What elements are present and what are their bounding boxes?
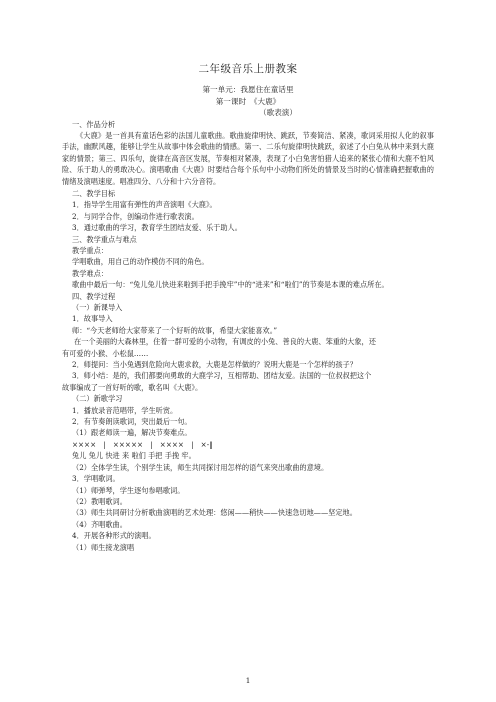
body-line: 教学重点：	[72, 245, 108, 255]
body-line: （1）师弹琴，学生逐句参唱歌词。	[72, 485, 185, 495]
body-line: 在一个美丽的大森林里，住着一群可爱的小动物，有调皮的小兔、善良的大鹿、笨重的大象，还	[74, 337, 376, 347]
analysis-paragraph: 《大鹿》是一首具有童话色彩的法国儿童歌曲。歌曲旋律明快、跳跃，节奏简洁、紧凑，歌词采用拟人化的叙事手法，幽默风趣，能够让学生从故事中体会歌曲的情感。第一、二乐句旋律明快跳跃，叙述了小白兔从林中来到大鹿家的情景；第三、四乐句，旋律在高音区发展，节奏相对紧凑，表现了小白兔害怕猎人追来的紧张心情和大鹿不怕风险、乐于助人的勇敢决心。演唱歌曲《大鹿》时要结合每个乐句中小动物们所处的情景及当时的心情准确把握歌曲的情绪及演唱速度。唱准四分、八分和十六分音符。	[62, 130, 434, 186]
unit-heading: 第一单元：我愿住在童话里	[202, 85, 294, 94]
body-line: （二）新歌学习	[72, 394, 123, 404]
body-line: （3）师生共同研讨分析歌曲演唱的艺术处理：悠闲——稍快——快速急切地——坚定地。	[72, 508, 357, 518]
body-line: （1）跟老师读一遍，解决节奏难点。	[72, 428, 192, 438]
body-line: 学唱歌曲，用自己的动作模仿不同的角色。	[72, 257, 209, 267]
body-line: （2）全体学生读，个别学生读，师生共同探讨用怎样的语气来突出歌曲的意境。	[72, 462, 329, 472]
body-line: 1．故事导入	[72, 314, 113, 324]
body-line: （1）师生接龙演唱	[72, 542, 135, 552]
body-line: 1．指导学生用富有弹性的声音演唱《大鹿》。	[72, 200, 217, 210]
body-line: （2）教唱歌词。	[72, 496, 127, 506]
body-line: 有可爱的小猴、小松鼠……	[62, 348, 149, 358]
body-line: 故事编成了一首好听的歌，歌名叫《大鹿》。	[62, 382, 203, 392]
document-page	[62, 62, 434, 553]
section-heading-analysis: 一、作品分析	[72, 119, 116, 129]
body-line: （4）齐唱歌曲。	[72, 519, 127, 529]
lesson-type: （歌表演）	[259, 108, 297, 117]
lyrics-line: 兔儿 兔儿 快进 来 啦们 手把 手挽 牢。	[72, 451, 196, 461]
body-line: 四、教学过程	[72, 291, 116, 301]
rhythm-notation: ×××× | ××××× | ×××× | ×-‖	[72, 439, 213, 449]
body-line: 二、教学目标	[72, 188, 116, 198]
body-line: 3．师小结：是的，我们都要向勇敢的大鹿学习，互相帮助、团结友爱。法国的一位叔叔把这个	[72, 371, 372, 381]
body-line: 2．师提问：当小兔遇到危险向大鹿求救，大鹿是怎样做的？说明大鹿是一个怎样的孩子？	[72, 360, 357, 370]
document-title: 二年级音乐上册教案	[198, 63, 298, 75]
body-line: 3．学唱歌词。	[72, 474, 120, 484]
body-line: 教学难点：	[72, 268, 108, 278]
body-line: 1．播放录音范唱带，学生听赏。	[72, 405, 178, 415]
body-line: 4．开展各种形式的演唱。	[72, 531, 156, 541]
body-line: 歌曲中最后一句：“兔儿兔儿快进来啦到手把手挽牢”中的“进来”和“啦们”的节奏是本课的难点所在。	[72, 280, 389, 290]
body-line: 2．有节奏朗读歌词，突出最后一句。	[72, 417, 192, 427]
lesson-heading: 第一课时 《大鹿》	[215, 96, 281, 106]
body-line: 师：“今天老师给大家带来了一个好听的故事，希望大家能喜欢。”	[72, 325, 278, 335]
page-number: 1	[245, 676, 251, 685]
body-line: 2．与同学合作，创编动作进行歌表演。	[72, 211, 199, 221]
body-lines	[62, 188, 434, 553]
body-line: 三、教学重点与难点	[72, 234, 137, 244]
body-line: （一）新课导入	[72, 303, 123, 312]
body-line: 3．通过歌曲的学习，教育学生团结友爱、乐于助人。	[72, 223, 242, 233]
